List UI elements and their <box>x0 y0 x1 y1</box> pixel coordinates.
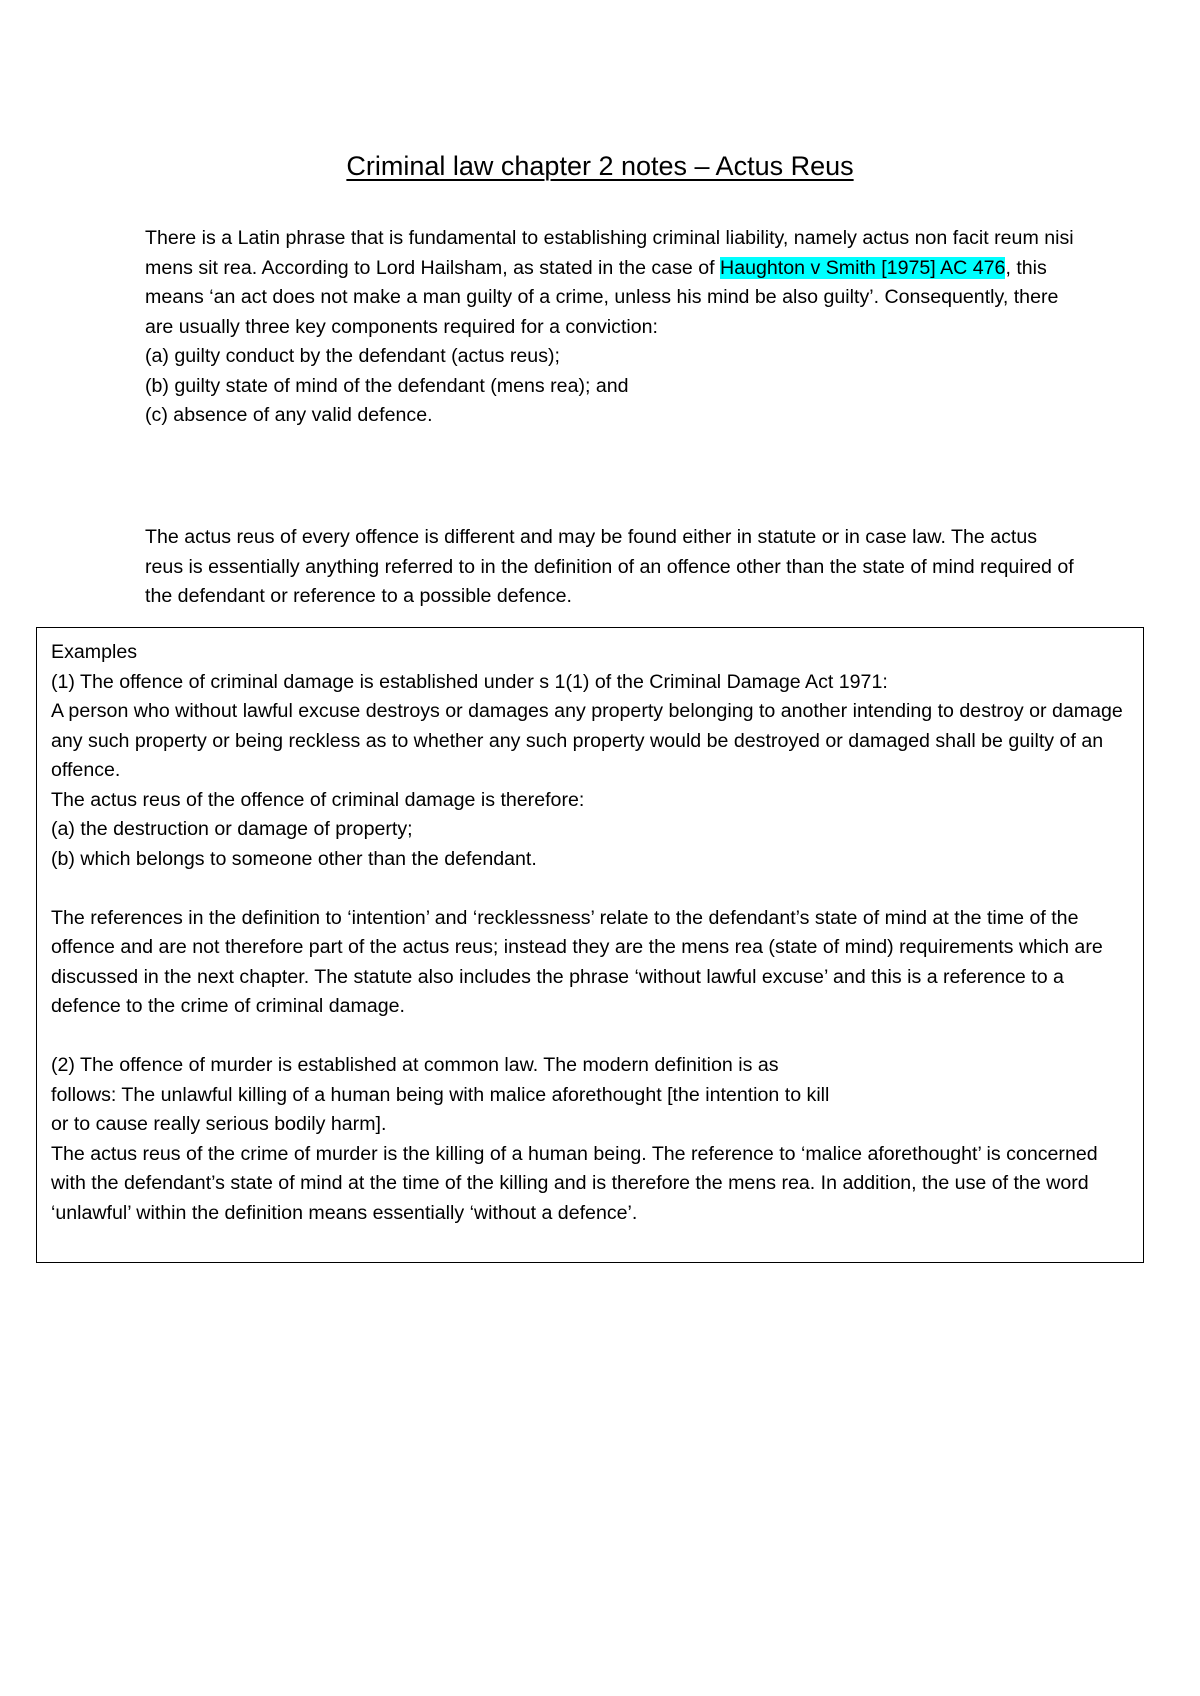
intro-text-before-case: There is a Latin phrase that is fundamental to establishing criminal liability, namely actus non facit reum nisi mens sit rea. According to Lord Hailsham, as stated in the case of <box>145 227 1074 279</box>
example2-line-1: (2) The offence of murder is established at common law. The modern definition is as <box>51 1054 779 1076</box>
example1-item-a: (a) the destruction or damage of property; <box>51 818 413 840</box>
component-item-b: (b) guilty state of mind of the defendant (mens rea); and <box>145 374 629 397</box>
intro-section <box>145 224 1075 431</box>
example1-commentary: The references in the definition to ‘intention’ and ‘recklessness’ relate to the defendant’s state of mind at the time of the offence and are not therefore part of the actus reus; instead they are the mens rea (state of mind) requirements which are discussed in the next chapter. The statute also includes the phrase ‘without lawful excuse’ and this is a reference to a defence to the crime of criminal damage. <box>51 906 1103 1017</box>
document-title: Criminal law chapter 2 notes – Actus Reus <box>346 151 854 181</box>
paragraph-gap <box>51 1022 1129 1052</box>
example2-line-2: follows: The unlawful killing of a human being with malice aforethought [the intention to kill <box>51 1083 830 1106</box>
example1-intro: (1) The offence of criminal damage is established under s 1(1) of the Criminal Damage Act 1971: <box>51 670 888 693</box>
example1-definition: A person who without lawful excuse destroys or damages any property belonging to another intending to destroy or damage any such property or being reckless as to whether any such property would be destroyed or damaged shall be guilty of an offence. <box>51 700 1123 781</box>
actus-reus-paragraph: The actus reus of every offence is different and may be found either in statute or in case law. The actus reus is essentially anything referred to in the definition of an offence other than the state of mind required of the defendant or reference to a possible defence. <box>145 526 1074 607</box>
intro-text-after-case: , this means ‘an act does not make a man guilty of a crime, unless his mind be also guilty’. Consequently, there are usually three key components required for a conviction: <box>145 256 1059 338</box>
example2-commentary: The actus reus of the crime of murder is the killing of a human being. The reference to ‘malice aforethought’ is concerned with the defendant’s state of mind at the time of the killing and is therefore the mens rea. In addition, the use of the word ‘unlawful’ within the definition means essentially ‘without a defence’. <box>51 1142 1098 1224</box>
paragraph-gap <box>51 874 1129 904</box>
component-item-c: (c) absence of any valid defence. <box>145 404 433 426</box>
example1-item-b: (b) which belongs to someone other than the defendant. <box>51 847 537 870</box>
example1-actus-intro: The actus reus of the offence of criminal damage is therefore: <box>51 788 585 811</box>
case-citation-highlight: Haughton v Smith [1975] AC 476 <box>720 256 1006 279</box>
component-item-a: (a) guilty conduct by the defendant (actus reus); <box>145 345 560 367</box>
examples-box <box>36 627 1144 1263</box>
intro-paragraph <box>145 224 1075 342</box>
examples-heading: Examples <box>51 641 138 663</box>
example2-line-3: or to cause really serious bodily harm]. <box>51 1113 387 1135</box>
components-list <box>145 342 1075 431</box>
